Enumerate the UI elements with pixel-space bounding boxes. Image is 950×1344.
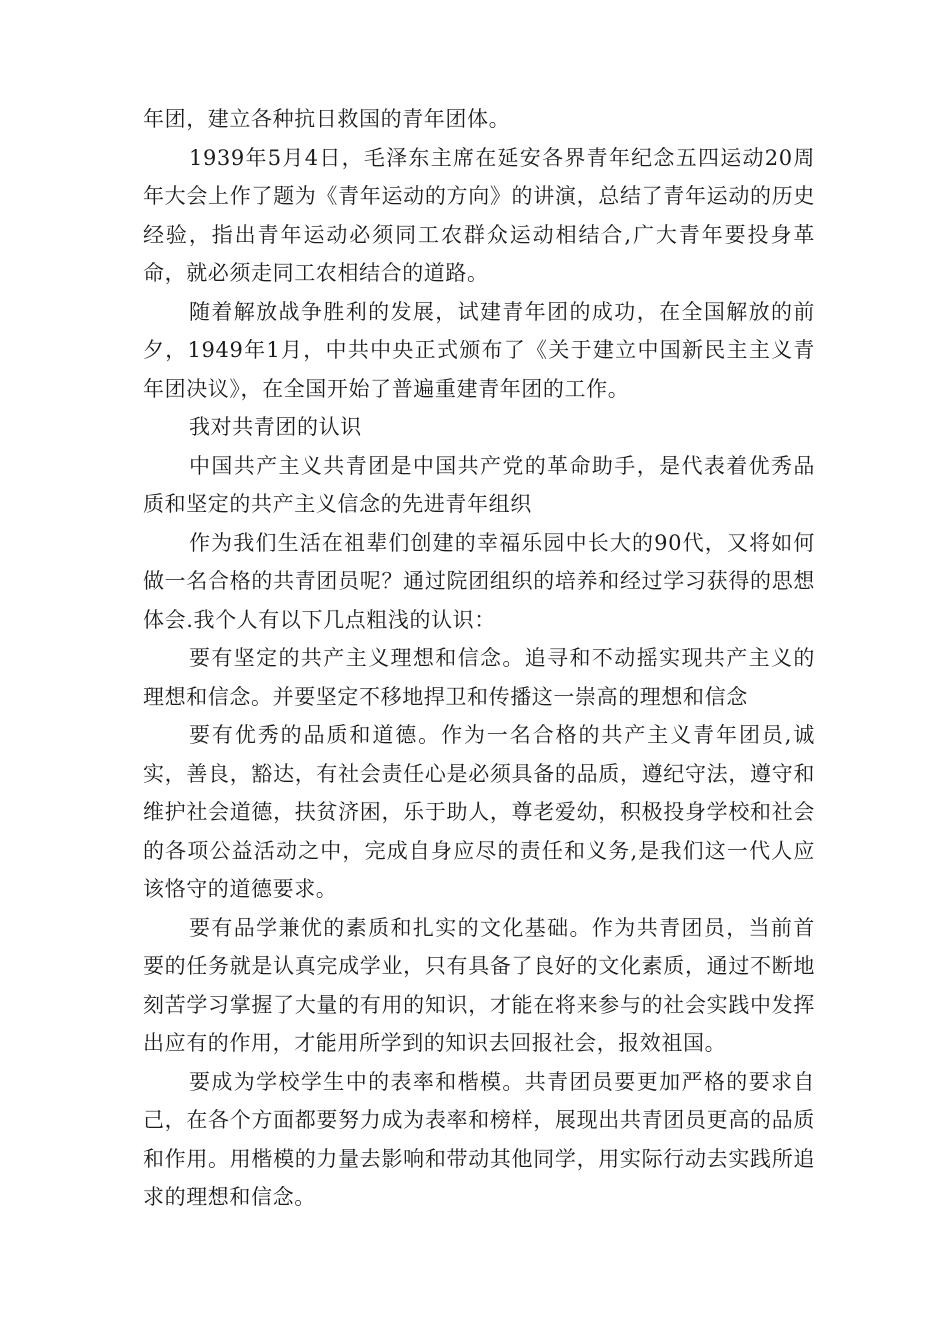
paragraph-1939-speech: 1939年5月4日，毛泽东主席在延安各界青年纪念五四运动20周年大会上作了题为《青年运动的方向》的讲演，总结了青年运动的历史经验，指出青年运动必须同工农群众运动相结合,广大青年要投身革命，就必须走同工农相结合的道路。 bbox=[143, 145, 815, 285]
section-heading: 我对共青团的认识 bbox=[189, 415, 362, 439]
paragraph-point-role-model: 要成为学校学生中的表率和楷模。共青团员要更加严格的要求自己，在各个方面都要努力成为表率和榜样，展现出共青团员更高的品质和作用。用楷模的力量去影响和带动其他同学，用实际行动去实践所追求的理想和信念。 bbox=[143, 1069, 815, 1209]
paragraph-point-study: 要有品学兼优的素质和扎实的文化基础。作为共青团员，当前首要的任务就是认真完成学业，只有具备了良好的文化素质，通过不断地刻苦学习掌握了大量的有用的知识，才能在将来参与的社会实践中发挥出应有的作用，才能用所学到的知识去回报社会，报效祖国。 bbox=[143, 915, 815, 1055]
paragraph-intro: 作为我们生活在祖辈们创建的幸福乐园中长大的90代，又将如何做一名合格的共青团员呢？通过院团组织的培养和经过学习获得的思想体会.我个人有以下几点粗浅的认识： bbox=[143, 530, 815, 632]
paragraph-continuation: 年团，建立各种抗日救国的青年团体。 bbox=[143, 107, 511, 131]
paragraph-point-morality: 要有优秀的品质和道德。作为一名合格的共产主义青年团员,诚实，善良，豁达，有社会责任心是必须具备的品质，遵纪守法，遵守和维护社会道德，扶贫济困，乐于助人，尊老爱幼，积极投身学校和社会的各项公益活动之中，完成自身应尽的责任和义务,是我们这一代人应该恪守的道德要求。 bbox=[143, 723, 815, 901]
document-body bbox=[143, 100, 815, 1217]
paragraph-definition: 中国共产主义共青团是中国共产党的革命助手，是代表着优秀品质和坚定的共产主义信念的先进青年组织 bbox=[143, 453, 815, 516]
paragraph-point-belief: 要有坚定的共产主义理想和信念。追寻和不动摇实现共产主义的理想和信念。并要坚定不移地捍卫和传播这一崇高的理想和信念 bbox=[143, 646, 815, 709]
paragraph-1949-rebuild: 随着解放战争胜利的发展，试建青年团的成功，在全国解放的前夕，1949年1月，中共中央正式颁布了《关于建立中国新民主主义青年团决议》，在全国开始了普遍重建青年团的工作。 bbox=[143, 299, 815, 401]
